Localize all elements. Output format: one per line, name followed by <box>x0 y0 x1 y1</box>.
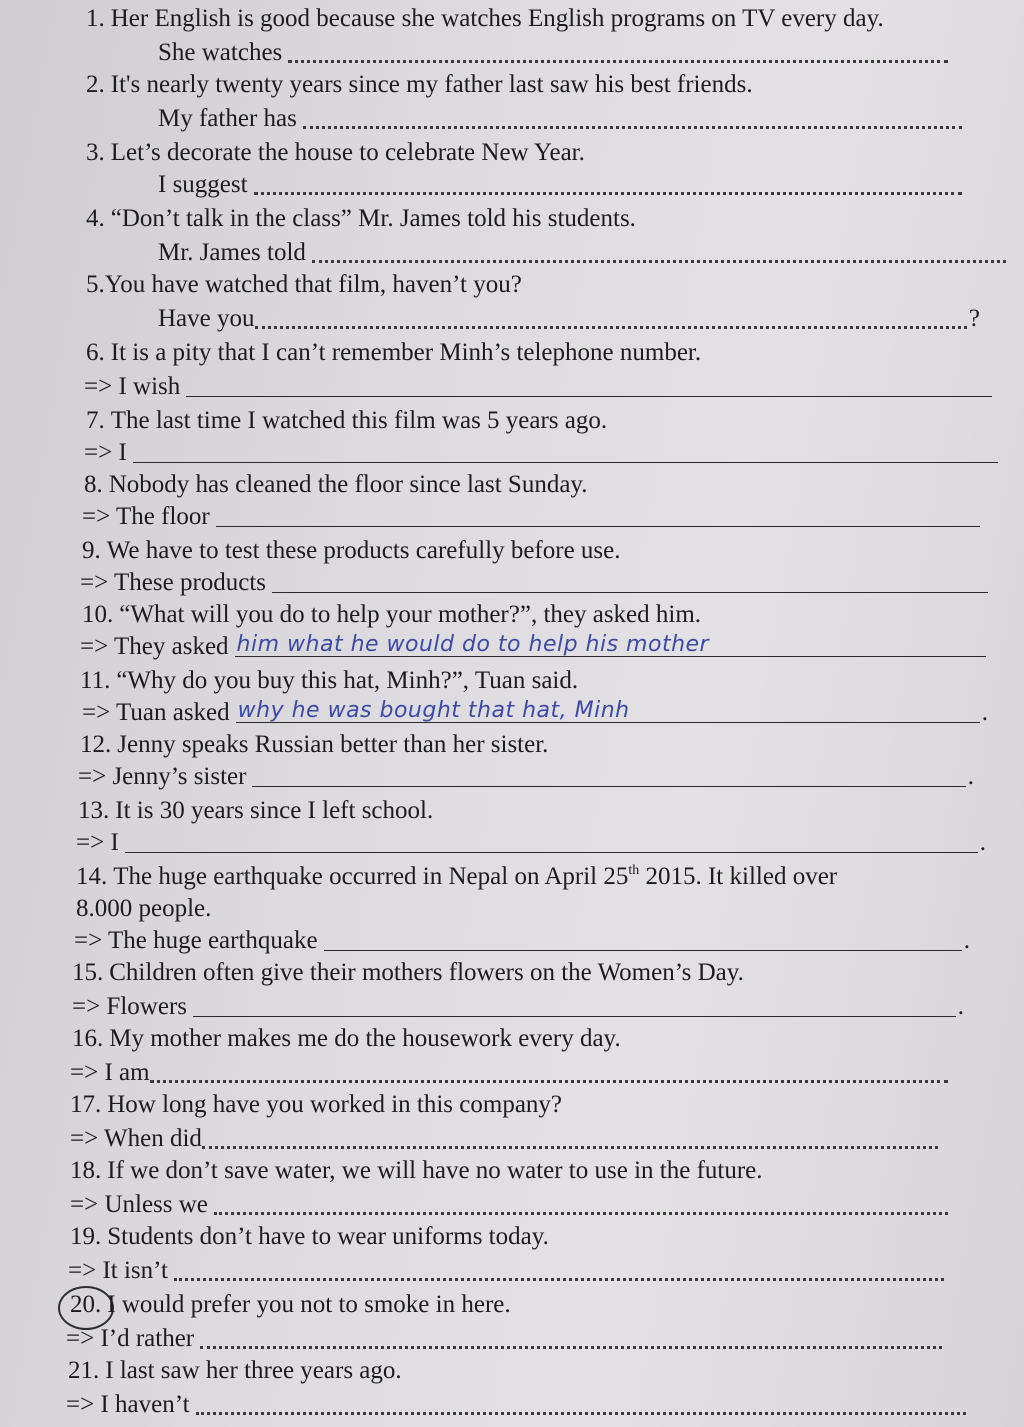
answer-line-21: => I haven’t <box>66 1390 966 1420</box>
answer-line-10: => They asked him what he would do to help his mother <box>80 632 986 662</box>
question-2: 2. It's nearly twenty years since my father last saw his best friends. <box>86 71 753 98</box>
answer-line-11: => Tuan asked why he was bought that hat, Minh . <box>82 698 988 726</box>
answer-line-7: => I <box>84 438 998 468</box>
answer-line-19: => It isn’t <box>68 1256 944 1286</box>
answer-line-17: => When did <box>70 1124 938 1154</box>
answer-line-16: => I am <box>70 1058 948 1088</box>
answer-line-6: => I wish <box>84 372 992 402</box>
question-6: 6. It is a pity that I can’t remember Minh’s telephone number. <box>86 339 702 366</box>
question-19: 19. Students don’t have to wear uniforms today. <box>70 1223 549 1250</box>
answer-line-15: => Flowers . <box>72 993 964 1020</box>
handwritten-answer-11: why he was bought that hat, Minh <box>237 698 630 723</box>
answer-line-18: => Unless we <box>70 1190 948 1220</box>
question-4: 4. “Don’t talk in the class” Mr. James told his students. <box>86 205 636 232</box>
question-11: 11. “Why do you buy this hat, Minh?”, Tuan said. <box>80 667 579 694</box>
answer-line-3: I suggest <box>158 170 962 200</box>
question-20: 20. I would prefer you not to smoke in here. <box>70 1291 511 1318</box>
question-18: 18. If we don’t save water, we will have no water to use in the future. <box>70 1157 763 1184</box>
answer-line-1: She watches <box>158 38 948 68</box>
question-12: 12. Jenny speaks Russian better than her sister. <box>80 731 549 758</box>
answer-line-9: => These products <box>80 568 988 598</box>
question-5: 5. You have watched that film, haven’t you? <box>86 271 522 298</box>
handwritten-answer-10: him what he would do to help his mother <box>236 632 710 657</box>
answer-line-14: => The huge earthquake . <box>74 927 970 954</box>
question-15: 15. Children often give their mothers flowers on the Women’s Day. <box>72 959 744 986</box>
answer-line-4: Mr. James told <box>158 238 1006 268</box>
question-17: 17. How long have you worked in this company? <box>70 1091 563 1118</box>
answer-line-2: My father has <box>158 104 962 134</box>
question-9: 9. We have to test these products carefully before use. <box>82 537 621 564</box>
answer-line-12: => Jenny’s sister . <box>78 763 974 790</box>
answer-line-8: => The floor <box>82 502 980 532</box>
question-8: 8. Nobody has cleaned the floor since last Sunday. <box>84 471 588 498</box>
question-10: 10. “What will you do to help your mother?”, they asked him. <box>82 601 702 628</box>
question-21: 21. I last saw her three years ago. <box>68 1357 402 1384</box>
question-14-continued: 8.000 people. <box>76 895 212 922</box>
answer-line-13: => I . <box>76 829 986 856</box>
question-7: 7. The last time I watched this film was 5 years ago. <box>86 407 608 434</box>
answer-line-20: => I’d rather <box>66 1324 942 1354</box>
question-13: 13. It is 30 years since I left school. <box>78 797 434 824</box>
question-1: 1. Her English is good because she watches English programs on TV every day. <box>86 5 884 32</box>
answer-line-5: Have you ? <box>158 305 980 332</box>
question-14: 14. The huge earthquake occurred in Nepal on April 25th 2015. It killed over <box>76 863 838 890</box>
question-3: 3. Let’s decorate the house to celebrate New Year. <box>86 139 585 166</box>
question-16: 16. My mother makes me do the housework every day. <box>72 1025 621 1052</box>
